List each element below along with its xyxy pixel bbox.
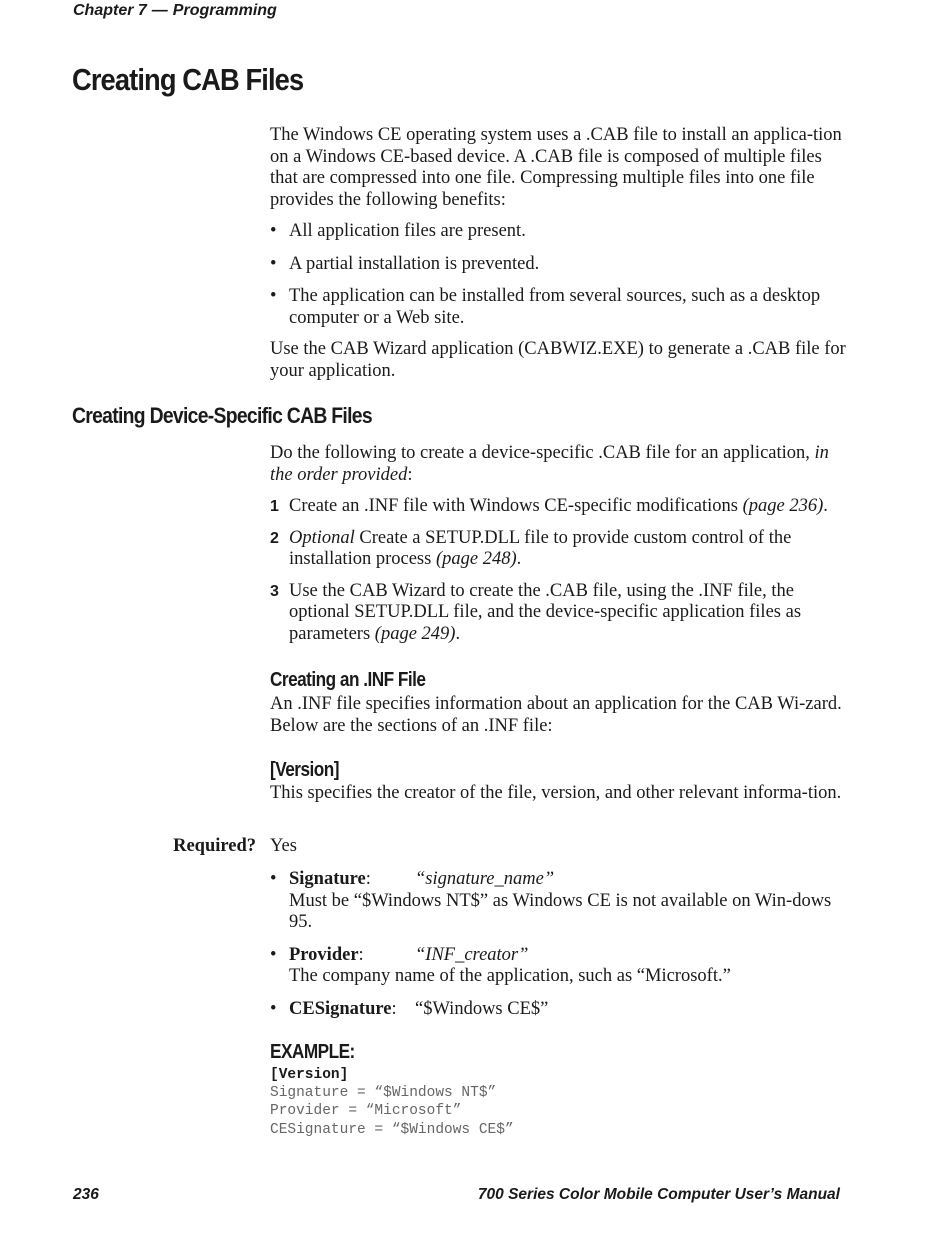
bullet-text: The application can be installed from several sources, such as a desktop computer or a Web site.: [289, 286, 821, 328]
field-signature: [270, 869, 850, 934]
example-code: [270, 1066, 514, 1139]
code-line: Signature = “$Windows NT$”: [270, 1085, 497, 1102]
field-name: Signature: [289, 869, 366, 889]
field-name: CESignature: [289, 998, 392, 1019]
inf-section-text: An .INF file specifies information about an application for the CAB Wi-zard. Below are the sections of an .INF file:: [270, 694, 842, 736]
page-reference: (page 236): [742, 496, 824, 516]
code-head: [Version]: [270, 1067, 349, 1083]
page-reference: (page 249): [374, 623, 456, 644]
field-note: Must be “$Windows NT$” as Windows CE is not available on Win-dows 95.: [289, 890, 832, 932]
bullet-icon: •: [270, 869, 277, 889]
bullet-icon: •: [270, 998, 277, 1019]
step-end: .: [516, 549, 522, 569]
step-number: 1: [270, 498, 279, 515]
field-value: “signature_name”: [415, 869, 555, 889]
version-section-text: This specifies the creator of the file, version, and other relevant informa-tion.: [270, 783, 842, 803]
field-value: “$Windows CE$”: [415, 998, 549, 1019]
example-heading: EXAMPLE:: [270, 1041, 355, 1063]
bullet-icon: •: [270, 221, 277, 241]
bullet-item: [270, 221, 850, 243]
version-section-block: [270, 783, 850, 805]
step-number: 2: [270, 529, 279, 547]
inf-section-block: [270, 694, 850, 737]
code-line: Provider = “Microsoft”: [270, 1103, 462, 1120]
field-colon: :: [391, 998, 397, 1019]
field-value: “INF_creator”: [415, 944, 529, 965]
bullet-item: [270, 286, 850, 329]
bullet-icon: •: [270, 253, 277, 274]
manual-title: 700 Series Color Mobile Computer User’s Manual: [477, 1186, 840, 1203]
field-colon: :: [358, 944, 364, 965]
running-head: [73, 2, 277, 20]
page-title: Creating CAB Files: [72, 62, 304, 97]
field-note: The company name of the application, such as “Microsoft.”: [289, 966, 731, 986]
required-label: Required?: [173, 836, 256, 856]
version-section-heading: [Version]: [270, 759, 339, 781]
page-reference: (page 248): [435, 549, 517, 569]
device-lead-end: :: [407, 464, 413, 485]
version-fields: [270, 869, 850, 1020]
step-text: Create a SETUP.DLL file to provide custom control of the installation process: [289, 527, 792, 569]
bullet-item: [270, 254, 850, 276]
chapter-section: Programming: [172, 2, 277, 19]
step-end: .: [823, 496, 828, 516]
bullet-icon: •: [270, 944, 277, 965]
field-provider: [270, 945, 850, 988]
step-item: [270, 528, 850, 571]
field-colon: :: [365, 869, 371, 889]
field-cesignature: [270, 999, 850, 1021]
step-text: Create an .INF file with Windows CE-specific modifications: [289, 496, 743, 516]
device-lead-italic: in the order provided: [270, 443, 829, 485]
intro-paragraph: The Windows CE operating system uses a .CAB file to install an applica-tion on a Windows CE-based device. A .CAB file is composed of multiple files that are compressed into one file. Compressing multiple files into one file provides the following benefits:: [270, 125, 842, 210]
chapter-label: Chapter 7: [73, 2, 147, 19]
bullet-text: A partial installation is prevented.: [289, 253, 540, 274]
device-section-block: [270, 443, 850, 645]
intro-closing: Use the CAB Wizard application (CABWIZ.EXE) to generate a .CAB file for your application.: [270, 339, 846, 381]
intro-block: [270, 125, 850, 382]
step-number: 3: [270, 582, 279, 600]
step-item: [270, 581, 850, 646]
inf-section-heading: Creating an .INF File: [270, 669, 426, 691]
device-section-heading: Creating Device-Specific CAB Files: [72, 403, 372, 428]
device-lead: [270, 443, 850, 486]
step-item: [270, 496, 850, 518]
device-lead-text: Do the following to create a device-specific .CAB file for an application,: [270, 443, 815, 463]
step-text: Use the CAB Wizard to create the .CAB file, using the .INF file, the optional SETUP.DLL file, and the device-specific application files as parameters: [289, 580, 802, 644]
step-optional-label: Optional: [289, 527, 355, 548]
step-end: .: [455, 623, 461, 644]
page-number: 236: [73, 1186, 99, 1203]
code-line: CESignature = “$Windows CE$”: [270, 1121, 514, 1138]
bullet-text: All application files are present.: [289, 221, 526, 241]
field-name: Provider: [289, 944, 359, 965]
running-head-dash: —: [151, 2, 168, 19]
bullet-icon: •: [270, 286, 277, 306]
required-value: Yes: [270, 836, 297, 856]
